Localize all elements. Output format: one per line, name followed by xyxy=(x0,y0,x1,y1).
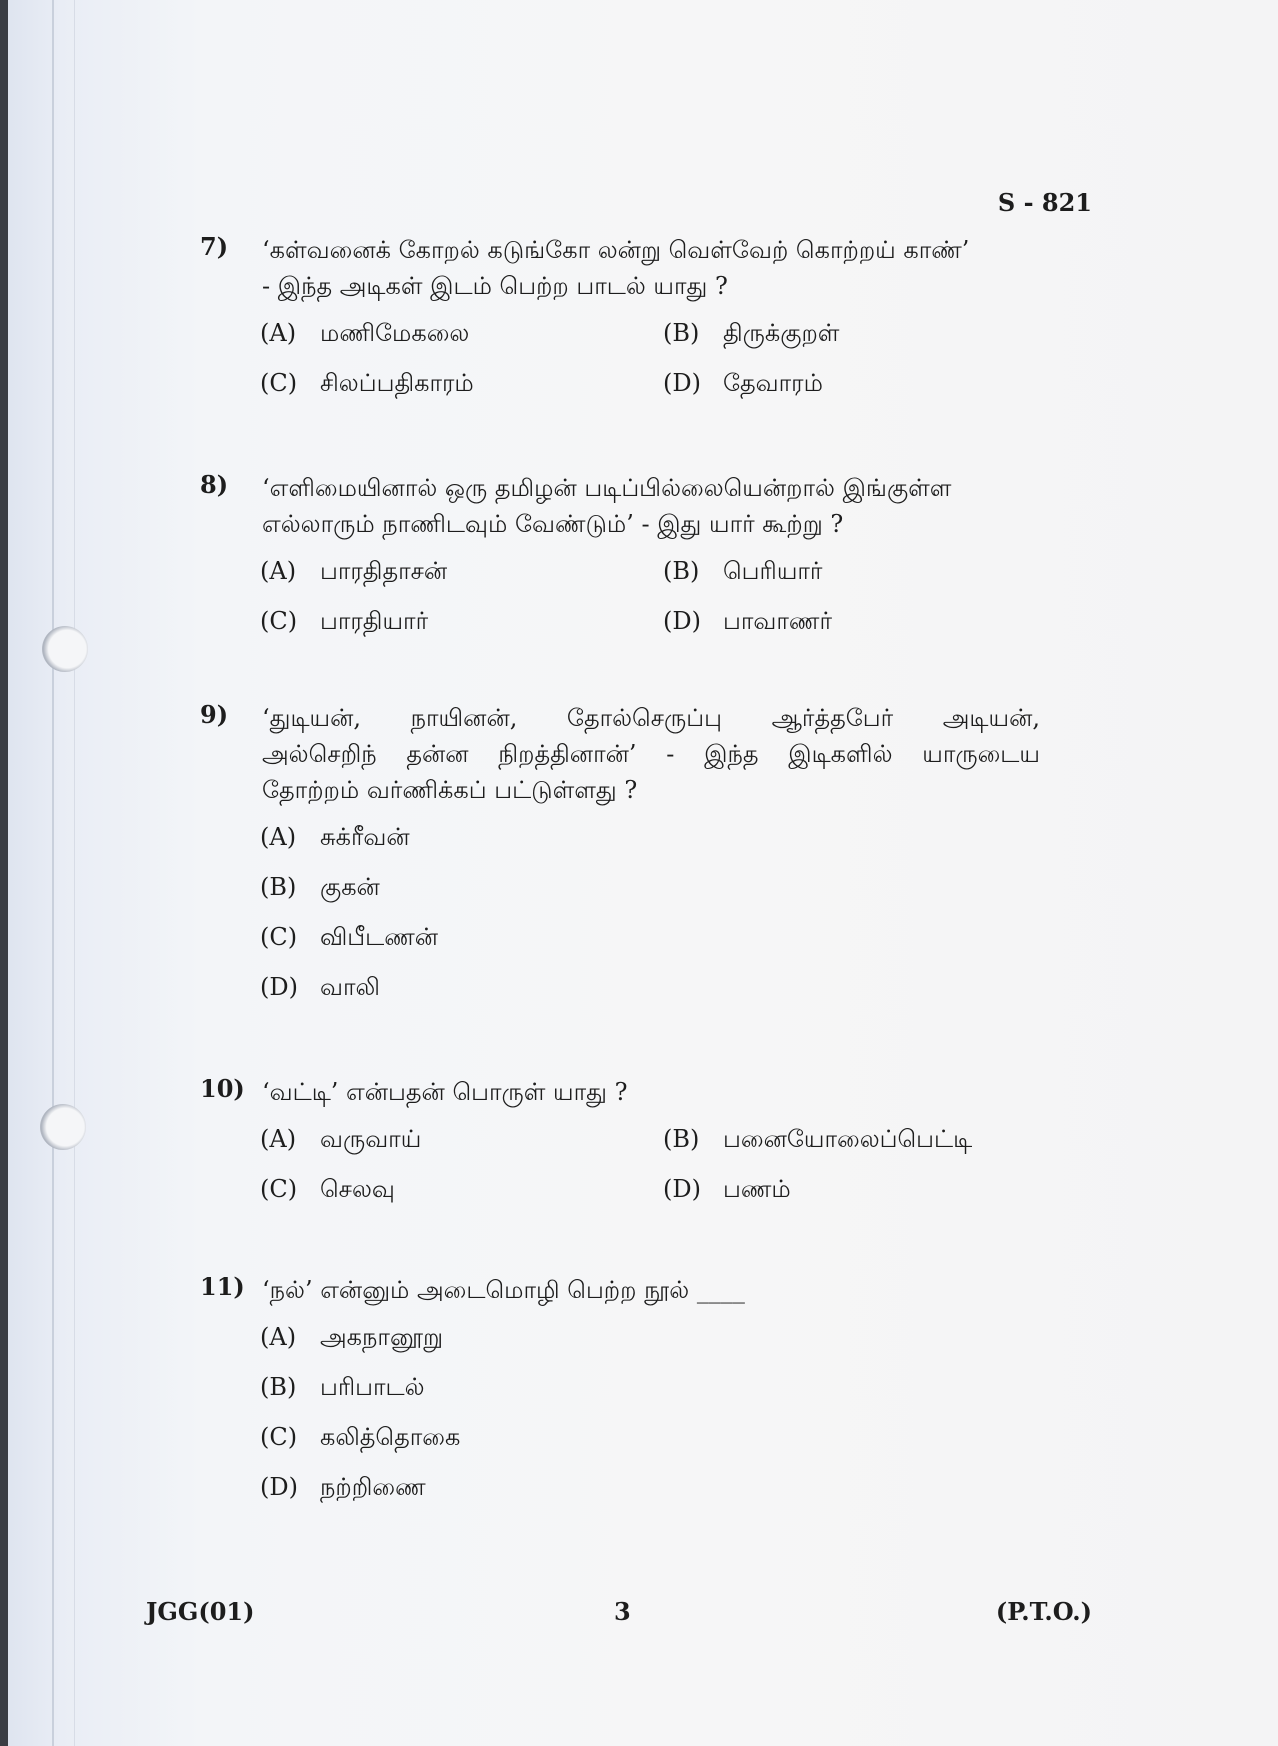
answer-options xyxy=(260,554,1040,638)
option-b: (B) குகன் xyxy=(260,873,380,901)
option-c: (C) விபீடணன் xyxy=(260,923,439,951)
paper-code: S - 821 xyxy=(997,188,1092,217)
option-b: (B) திருக்குறள் xyxy=(663,319,840,347)
answer-options xyxy=(260,820,1040,1004)
question-line: ‘எளிமையினால் ஒரு தமிழன் படிப்பில்லையென்றால் இங்குள்ள xyxy=(262,474,952,502)
option-d: (D) நற்றிணை xyxy=(260,1473,426,1501)
question-line: ‘வட்டி’ என்பதன் பொருள் யாது ? xyxy=(262,1078,628,1106)
paper-fold-line xyxy=(52,0,54,1746)
question-text xyxy=(262,1074,1040,1110)
option-b: (B) பனையோலைப்பெட்டி xyxy=(663,1125,973,1153)
footer-booklet-code: JGG(01) xyxy=(146,1597,255,1626)
question-7 xyxy=(200,232,1040,400)
option-d: (D) வாலி xyxy=(260,973,380,1001)
question-number: 11) xyxy=(200,1272,245,1301)
scan-left-edge xyxy=(0,0,8,1746)
question-line: தோற்றம் வர்ணிக்கப் பட்டுள்ளது ? xyxy=(262,776,638,804)
page-number: 3 xyxy=(614,1597,631,1626)
option-b: (B) பெரியார் xyxy=(663,557,823,585)
question-line: ‘துடியன், நாயினன், தோல்செருப்பு ஆர்த்தபேர் அடியன், xyxy=(262,704,1040,732)
question-9 xyxy=(200,700,1040,1004)
paper-fold-line-secondary xyxy=(74,0,75,1746)
option-a: (A) அகநானூறு xyxy=(260,1323,444,1351)
footer-pto: (P.T.O.) xyxy=(995,1597,1092,1626)
option-a: (A) வருவாய் xyxy=(260,1125,422,1153)
question-number: 7) xyxy=(200,232,229,261)
question-line: ‘கள்வனைக் கோறல் கடுங்கோ லன்று வெள்வேற் கொற்றய் காண்’ xyxy=(262,236,970,264)
option-c: (C) பாரதியார் xyxy=(260,607,429,635)
option-a: (A) சுக்ரீவன் xyxy=(260,823,410,851)
question-text xyxy=(262,232,1040,304)
question-number: 9) xyxy=(200,700,229,729)
option-b: (B) பரிபாடல் xyxy=(260,1373,425,1401)
question-8 xyxy=(200,470,1040,638)
question-text xyxy=(262,1272,1040,1308)
option-c: (C) கலித்தொகை xyxy=(260,1423,461,1451)
question-text xyxy=(262,470,1040,542)
option-c: (C) சிலப்பதிகாரம் xyxy=(260,369,474,397)
option-d: (D) பாவாணர் xyxy=(663,607,832,635)
question-line: அல்செறிந் தன்ன நிறத்தினான்’ - இந்த இடிகளில் யாருடைய xyxy=(262,740,1040,768)
option-c: (C) செலவு xyxy=(260,1175,395,1203)
answer-options xyxy=(260,316,1040,400)
option-a: (A) மணிமேகலை xyxy=(260,319,470,347)
question-10 xyxy=(200,1074,1040,1206)
question-11 xyxy=(200,1272,1040,1504)
option-d: (D) பணம் xyxy=(663,1175,791,1203)
question-line: - இந்த அடிகள் இடம் பெற்ற பாடல் யாது ? xyxy=(262,272,728,300)
question-number: 10) xyxy=(200,1074,245,1103)
question-text xyxy=(262,700,1040,808)
option-a: (A) பாரதிதாசன் xyxy=(260,557,448,585)
option-d: (D) தேவாரம் xyxy=(663,369,823,397)
answer-options xyxy=(260,1320,1040,1504)
answer-options xyxy=(260,1122,1040,1206)
punch-hole-upper xyxy=(42,626,88,672)
punch-hole-lower xyxy=(40,1104,86,1150)
question-line: எல்லாரும் நாணிடவும் வேண்டும்’ - இது யார் கூற்று ? xyxy=(262,510,844,538)
question-number: 8) xyxy=(200,470,229,499)
question-line: ‘நல்’ என்னும் அடைமொழி பெற்ற நூல் ____ xyxy=(262,1276,745,1304)
